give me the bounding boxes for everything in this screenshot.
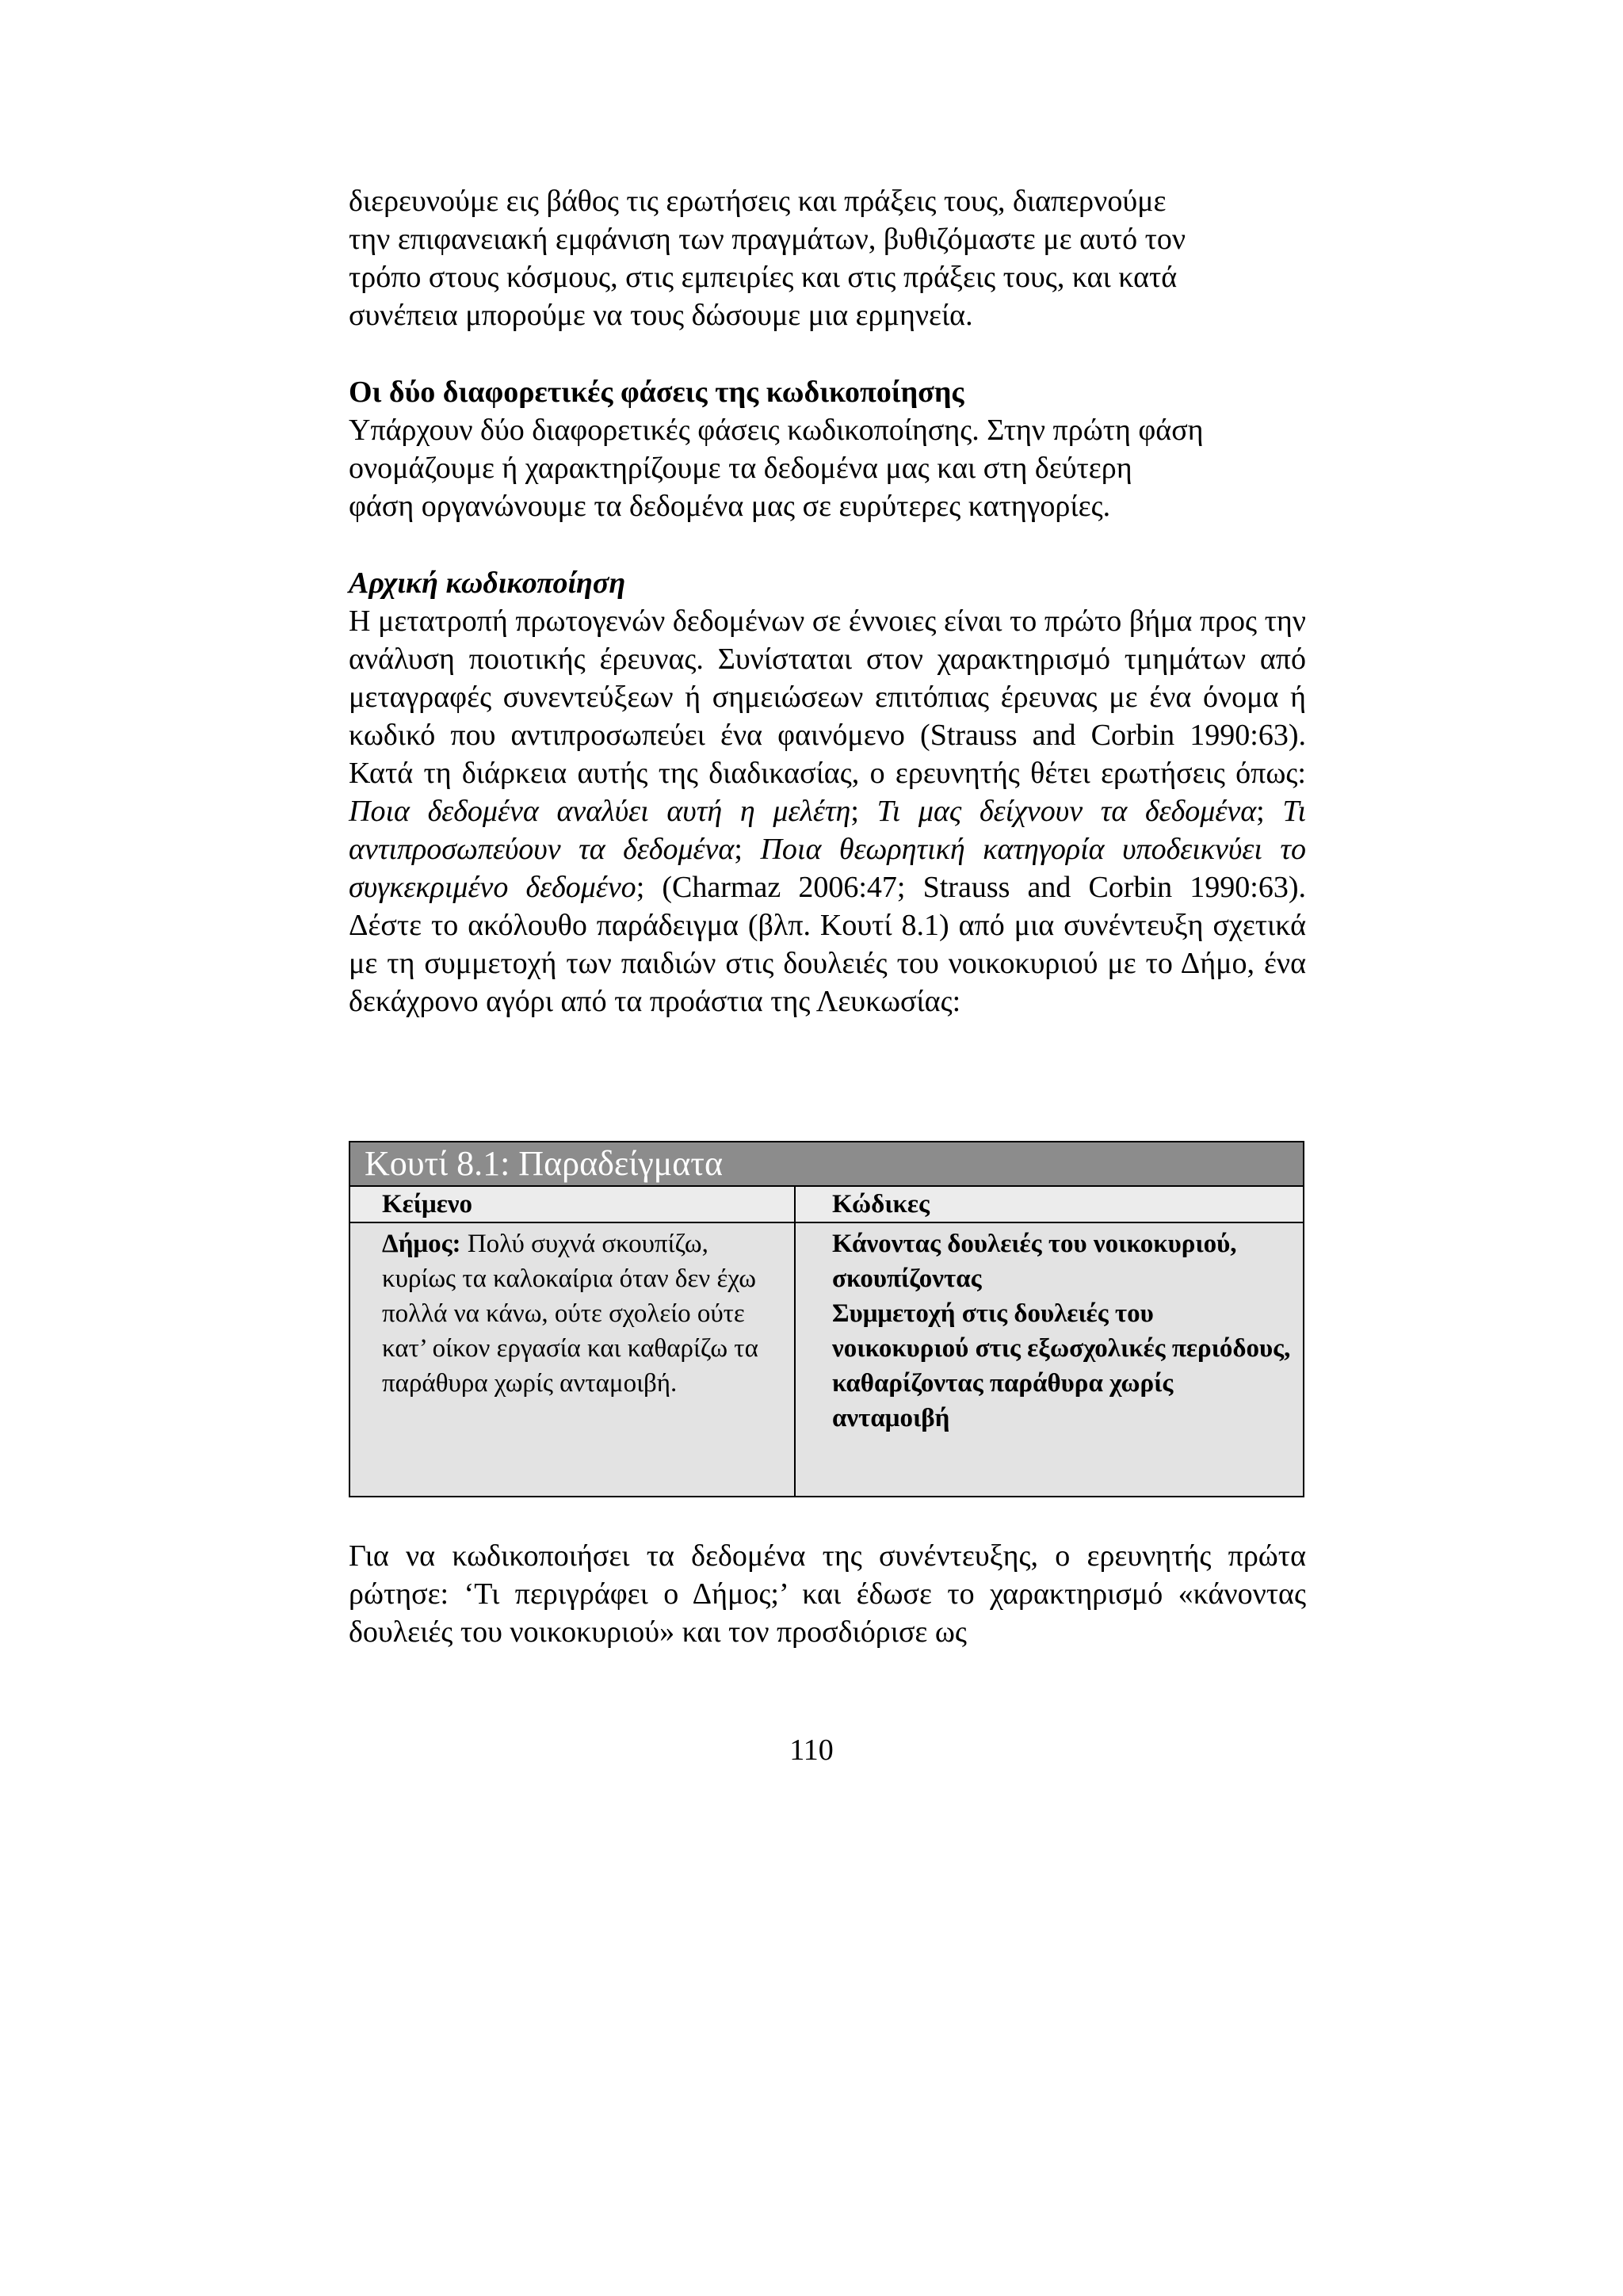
section-heading: Οι δύο διαφορετικές φάσεις της κωδικοποίησης (349, 376, 964, 409)
question-text: Ποια θεωρητική κατηγορία υποδεικνύει το συγκεκριμένο δεδομένο (349, 833, 1306, 904)
code-entry: Κάνοντας δουλειές του νοικοκυριού, σκουπίζοντας (832, 1230, 1237, 1293)
box-title: Κουτί 8.1: Παραδείγματα (350, 1142, 1303, 1187)
box-table (350, 1187, 1303, 1496)
codes-cell (794, 1223, 1303, 1496)
intro-line: την επιφανειακή εμφάνιση των πραγμάτων, βυθιζόμαστε με αυτό τον (349, 223, 1186, 256)
quote-text: Πολύ συχνά σκουπίζω, κυρίως τα καλοκαίρια όταν δεν έχω πολλά να κάνω, ούτε σχολείο ούτε κατ’ οίκον εργασία και καθαρίζω τα παράθυρα χωρίς ανταμοιβή. (382, 1230, 758, 1398)
column-header-text: Κείμενο (350, 1187, 794, 1223)
subsection-heading: Αρχική κωδικοποίηση (349, 566, 626, 600)
page-number: 110 (789, 1733, 834, 1767)
intro-paragraph (349, 182, 1306, 334)
speaker-label: Δήμος: (382, 1230, 461, 1258)
question-text: Τι μας δείχνουν τα δεδομένα (876, 795, 1257, 828)
interview-excerpt (350, 1223, 794, 1496)
intro-line: τρόπο στους κόσμους, στις εμπειρίες και στις πράξεις τους, και κατά (349, 261, 1178, 294)
separator: ; (1256, 795, 1283, 828)
page-body (349, 182, 1306, 1020)
intro-line: συνέπεια μπορούμε να τους δώσουμε μια ερμηνεία. (349, 299, 973, 332)
separator: ; (850, 795, 877, 828)
column-header-codes: Κώδικες (794, 1187, 1303, 1223)
question-text: Ποια δεδομένα αναλύει αυτή η μελέτη (349, 795, 851, 828)
separator: ; (734, 833, 761, 866)
section-line: φάση οργανώνουμε τα δεδομένα μας σε ευρύτερες κατηγορίες. (349, 490, 1111, 523)
intro-line: διερευνούμε εις βάθος τις ερωτήσεις και πράξεις τους, διαπερνούμε (349, 185, 1167, 218)
after-box-paragraph (349, 1537, 1306, 1651)
code-entry: Συμμετοχή στις δουλειές του νοικοκυριού στις εξωσχολικές περιόδους, καθαρίζοντας παράθυρα χωρίς ανταμοιβή (832, 1299, 1291, 1432)
section-coding-phases (349, 373, 1306, 525)
subsection-paragraph (349, 602, 1306, 1020)
paragraph-text: ; (Charmaz 2006:47; Strauss and Corbin 1990:63). Δέστε το ακόλουθο παράδειγμα (βλπ. Κουτί 8.1) από μια συνέντευξη σχετικά με τη συμμετοχή των παιδιών στις δουλειές του νοικοκυριού με το Δήμο, ένα δεκάχρονο αγόρι από τα προάστια της Λευκωσίας: (349, 871, 1306, 1018)
section-line: Υπάρχουν δύο διαφορετικές φάσεις κωδικοποίησης. Στην πρώτη φάση (349, 414, 1204, 447)
example-box (349, 1141, 1304, 1497)
paragraph-text: Για να κωδικοποιήσει τα δεδομένα της συνέντευξης, ο ερευνητής πρώτα ρώτησε: ‘Τι περιγράφει ο Δήμος;’ και έδωσε το χαρακτηρισμό «κάνοντας δουλειές του νοικοκυριού» και τον προσδιόρισε ως (349, 1539, 1306, 1649)
paragraph-text: Η μετατροπή πρωτογενών δεδομένων σε έννοιες είναι το πρώτο βήμα προς την ανάλυση ποιοτικής έρευνας. Συνίσταται στον χαρακτηρισμό τμημάτων από μεταγραφές συνεντεύξεων ή σημειώσεων επιτόπιας έρευνας με ένα όνομα ή κωδικό που αντιπροσωπεύει ένα φαινόμενο (Strauss and Corbin 1990:63). Κατά τη διάρκεια αυτής της διαδικασίας, ο ερευνητής θέτει ερωτήσεις όπως: (349, 605, 1306, 790)
section-line: ονομάζουμε ή χαρακτηρίζουμε τα δεδομένα μας και στη δεύτερη (349, 452, 1132, 485)
question-text: Τι αντιπροσωπεύουν τα δεδομένα (349, 795, 1307, 866)
subsection-initial-coding (349, 564, 1306, 1020)
